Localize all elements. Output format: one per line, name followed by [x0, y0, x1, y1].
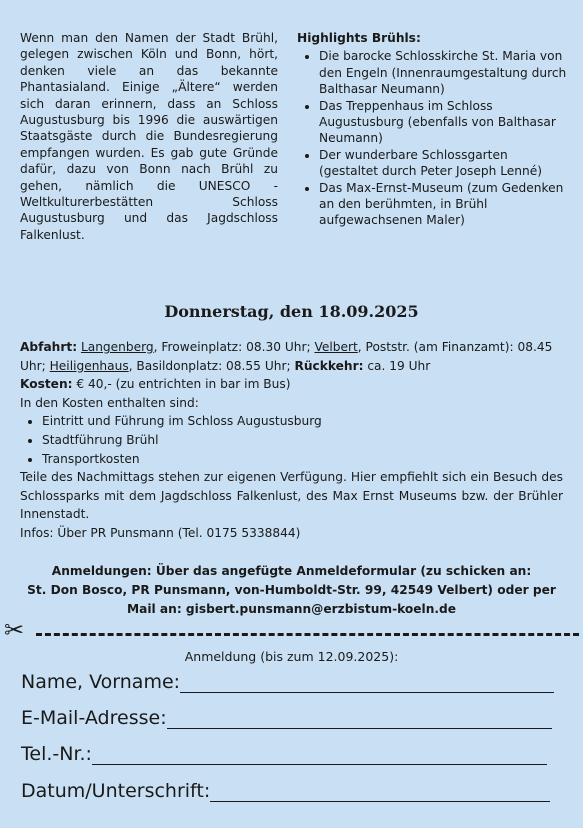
afternoon-text: Teile des Nachmittags stehen zur eigenen Verfügung. Hier empfiehlt sich ein Besuch des Schlossparks mit dem Jagdschloss Falkenlust, des Max Ernst Museums bzw. der Brühler Innenstadt. — [20, 470, 563, 522]
phone-input-line[interactable] — [92, 746, 547, 765]
name-label: Name, Vorname: — [21, 671, 181, 693]
included-item: • Stadtführung Brühl — [42, 431, 563, 450]
dashed-divider — [36, 633, 579, 636]
included-item: • Transportkosten — [42, 450, 563, 469]
stop-langenberg: , Froweinplatz: 08.30 Uhr; — [153, 340, 315, 354]
event-date-heading: Donnerstag, den 18.09.2025 — [164, 302, 419, 321]
costs-included-intro: In den Kosten enthalten sind: — [20, 395, 199, 410]
stop-velbert: , Poststr. (am Finanzamt): 08.45 Uhr; — [20, 340, 553, 373]
info-text: Infos: Über PR Punsmann (Tel. 0175 5338844) — [20, 525, 301, 540]
email-label: E-Mail-Adresse: — [21, 707, 167, 729]
costs-label: Kosten: — [20, 377, 73, 392]
city-heiligenhaus: Heiligenhaus — [49, 358, 129, 373]
intro-paragraph: Wenn man den Namen der Stadt Brühl, gelegen zwischen Köln und Bonn, hört, denken viele an das bekannte Phantasialand. Einige „Ältere“ werden sich daran erinnern, dass an Schloss Augustusburg bis 1996 die auswärtigen Staatsgäste durch die Bundesregierung empfangen wurden. Es gab gute Gründe dafür, dazu von Bonn nach Brühl zu gehen, nämlich die UNESCO - Weltkulturerbestätten Schloss Augustusburg und das Jagdschloss Falkenlust. — [20, 31, 278, 242]
return-label: Rückkehr: — [294, 358, 364, 373]
city-langenberg: Langenberg — [80, 340, 154, 354]
scissors-icon: ✂ — [4, 616, 25, 644]
departure-info — [20, 338, 563, 375]
highlight-item: • Das Max-Ernst-Museum (zum Gedenken an den berühmten, in Brühl aufgewachsenen Maler) — [319, 180, 570, 229]
departure-label: Abfahrt: — [20, 340, 78, 354]
registration-line: St. Don Bosco, PR Punsmann, von-Humboldt-Str. 99, 42549 Velbert) oder per — [27, 583, 556, 598]
highlights-title: Highlights Brühls: — [297, 31, 421, 45]
costs-line — [20, 375, 563, 394]
highlight-item: • Der wunderbare Schlossgarten (gestaltet durch Peter Joseph Lenné) — [319, 147, 570, 180]
email-input-line[interactable] — [167, 710, 552, 729]
email-field[interactable] — [21, 707, 552, 729]
highlights-list — [297, 48, 570, 228]
event-details — [20, 338, 563, 543]
name-field[interactable] — [21, 671, 554, 693]
registration-line: Mail an: gisbert.punsmann@erzbistum-koeln.de — [126, 602, 457, 617]
stop-heiligenhaus: , Basildonplatz: 08.55 Uhr; — [128, 358, 295, 373]
date-signature-input-line[interactable] — [210, 783, 550, 802]
phone-field[interactable] — [21, 743, 547, 765]
return-time: ca. 19 Uhr — [363, 358, 431, 373]
city-velbert: Velbert — [314, 340, 358, 354]
registration-info — [20, 562, 563, 620]
registration-line: Anmeldungen: Über das angefügte Anmeldeformular (zu schicken an: — [51, 564, 532, 578]
name-input-line[interactable] — [180, 674, 554, 693]
cut-line — [4, 616, 579, 646]
included-item: • Eintritt und Führung im Schloss Augustusburg — [42, 412, 563, 431]
date-signature-field[interactable] — [21, 780, 550, 802]
highlight-item: • Das Treppenhaus im Schloss Augustusburg (ebenfalls von Balthasar Neumann) — [319, 98, 570, 147]
costs-value: € 40,- (zu entrichten in bar im Bus) — [72, 377, 291, 392]
highlights-box — [297, 30, 570, 229]
costs-included-list — [20, 412, 563, 468]
phone-label: Tel.-Nr.: — [21, 743, 92, 765]
registration-deadline: Anmeldung (bis zum 12.09.2025): — [184, 649, 399, 664]
date-signature-label: Datum/Unterschrift: — [21, 780, 211, 802]
highlight-item: • Die barocke Schlosskirche St. Maria von den Engeln (Innenraumgestaltung durch Balthasar Neumann) — [319, 48, 570, 97]
